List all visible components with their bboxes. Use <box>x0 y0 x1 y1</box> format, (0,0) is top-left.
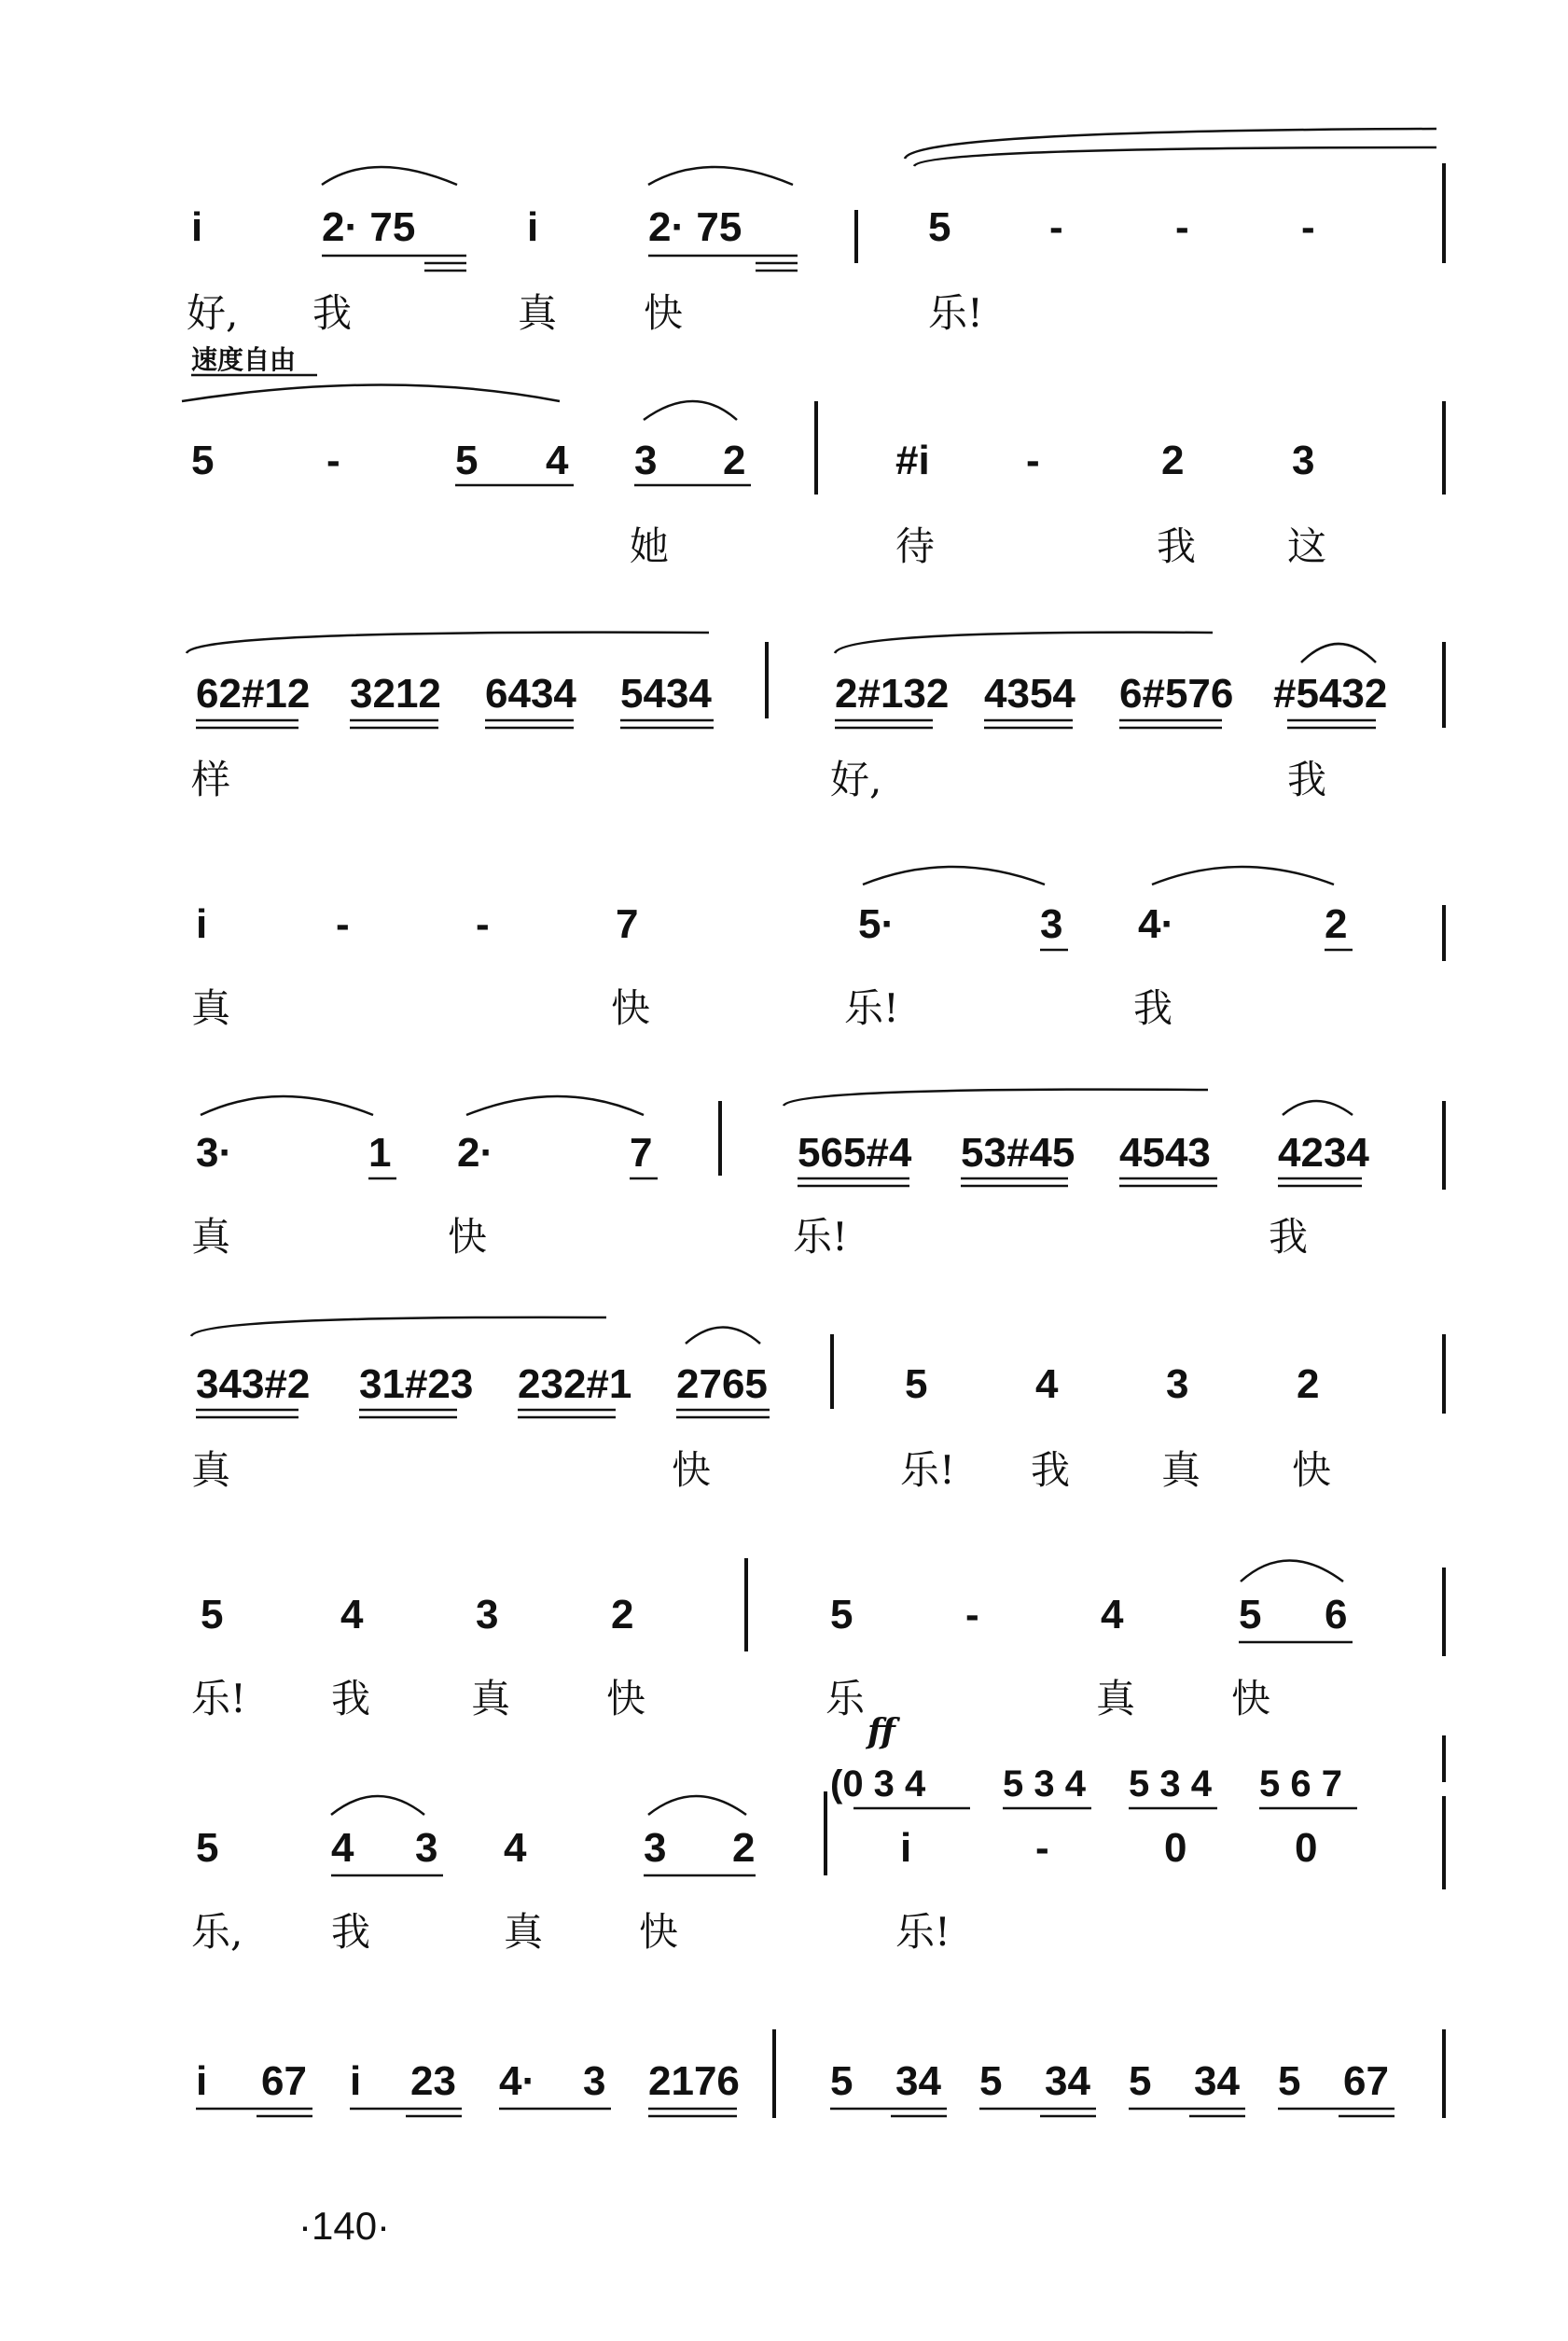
note: 4· <box>1138 901 1175 947</box>
accompaniment-note: (0 3 4 <box>830 1763 926 1805</box>
note: 4 <box>1035 1361 1059 1407</box>
lyric: 真 <box>191 1447 231 1493</box>
lyric: 我 <box>1269 1214 1309 1260</box>
note: 6434 <box>485 671 576 717</box>
lyric: 真 <box>1161 1447 1201 1493</box>
note: 2176 <box>648 2058 740 2104</box>
note: 5 <box>830 1592 853 1637</box>
note: - <box>336 901 350 947</box>
note: 2 <box>732 1825 756 1871</box>
note: - <box>476 901 490 947</box>
note: 232#1 <box>518 1361 632 1407</box>
note: 7 <box>616 901 639 947</box>
note: 3 <box>583 2058 606 2104</box>
slur <box>784 1090 1208 1106</box>
slur <box>187 633 709 653</box>
page-number: ·140· <box>298 2204 391 2248</box>
note: 62#12 <box>196 671 311 717</box>
slur <box>201 1096 373 1115</box>
slur <box>644 401 737 420</box>
lyric: 乐! <box>844 985 899 1031</box>
note: - <box>1049 204 1063 250</box>
note: i <box>900 1825 912 1871</box>
slur <box>686 1328 760 1345</box>
note: 3 <box>644 1825 667 1871</box>
lyric: 我 <box>312 290 353 336</box>
slur <box>182 385 560 402</box>
note: 3 <box>476 1592 499 1637</box>
note: 3 <box>1040 901 1063 947</box>
system-4 <box>191 867 1444 1031</box>
note: 23 <box>410 2058 456 2104</box>
slur <box>648 1796 746 1815</box>
lyric: 我 <box>1031 1447 1071 1493</box>
note: 2 <box>611 1592 634 1637</box>
lyric: 我 <box>331 1676 371 1721</box>
note: - <box>1035 1825 1049 1871</box>
note: 3 <box>1292 438 1315 483</box>
note: #5432 <box>1273 671 1388 717</box>
note: i <box>350 2058 362 2104</box>
lyric: 样 <box>191 757 231 802</box>
system-3 <box>187 633 1444 802</box>
note: 2 <box>1161 438 1185 483</box>
note: 3 <box>1166 1361 1189 1407</box>
note: i <box>196 2058 208 2104</box>
lyric: 真 <box>1096 1676 1136 1721</box>
lyric: 我 <box>1287 757 1327 802</box>
lyric: 乐, <box>191 1909 243 1955</box>
note: 0 <box>1164 1825 1187 1871</box>
note: 6 <box>1325 1592 1348 1637</box>
accompaniment-note: 5 3 4 <box>1003 1763 1086 1805</box>
slur <box>1152 867 1334 885</box>
accompaniment-note: 5 3 4 <box>1129 1763 1212 1805</box>
lyric: 我 <box>331 1909 371 1955</box>
lyric: 这 <box>1287 523 1327 569</box>
lyric: 快 <box>672 1447 712 1493</box>
note: 5 <box>196 1825 219 1871</box>
note: i <box>527 204 539 250</box>
lyric: 快 <box>1292 1447 1332 1493</box>
note: 1 <box>368 1130 392 1176</box>
note: 53#45 <box>961 1130 1075 1176</box>
lyric: 真 <box>191 1214 231 1260</box>
note: 2765 <box>676 1361 768 1407</box>
lyric: 乐! <box>191 1676 246 1721</box>
note: 2#132 <box>835 671 950 717</box>
lyric: 真 <box>191 985 231 1031</box>
note: 5· <box>858 901 895 947</box>
slur <box>648 167 793 185</box>
slur <box>1283 1101 1353 1115</box>
note: 2 <box>723 438 746 483</box>
note: 4354 <box>984 671 1075 717</box>
note: i <box>191 204 203 250</box>
note: - <box>965 1592 979 1637</box>
note: 34 <box>895 2058 941 2104</box>
slur <box>914 147 1436 166</box>
note: 2· 75 <box>648 204 742 250</box>
note: 5 <box>1129 2058 1152 2104</box>
slur <box>1241 1561 1343 1582</box>
note: - <box>1175 204 1189 250</box>
note: 4 <box>340 1592 364 1637</box>
lyric: 快 <box>448 1214 488 1260</box>
note: 4 <box>1101 1592 1124 1637</box>
note: 5 <box>201 1592 224 1637</box>
system-6 <box>191 1317 1444 1493</box>
lyric: 乐 <box>826 1676 866 1721</box>
lyric: 真 <box>504 1909 544 1955</box>
tempo-marking: 速度自由 <box>191 344 297 375</box>
slur <box>835 633 1213 653</box>
note: 5 <box>905 1361 928 1407</box>
note: 5 <box>1239 1592 1262 1637</box>
system-9 <box>196 2029 1444 2118</box>
slur <box>322 167 457 185</box>
system-8 <box>191 1712 1444 1955</box>
note: 7 <box>630 1130 653 1176</box>
lyric: 乐! <box>895 1909 951 1955</box>
note: 4· <box>499 2058 536 2104</box>
note: 2 <box>1325 901 1348 947</box>
note: 4234 <box>1278 1130 1369 1176</box>
note: 3212 <box>350 671 441 717</box>
system-7 <box>191 1558 1444 1721</box>
note: #i <box>895 438 930 483</box>
lyric: 乐! <box>793 1214 848 1260</box>
note: - <box>1026 438 1040 483</box>
note: i <box>196 901 208 947</box>
slur <box>905 129 1436 159</box>
note: 2· <box>457 1130 494 1176</box>
note: 3 <box>634 438 658 483</box>
note: 4 <box>331 1825 354 1871</box>
note: 5 <box>1278 2058 1301 2104</box>
note: 34 <box>1194 2058 1240 2104</box>
lyric: 快 <box>1231 1676 1271 1721</box>
accompaniment-note: 5 6 7 <box>1259 1763 1342 1805</box>
note: 565#4 <box>798 1130 912 1176</box>
system-5 <box>191 1090 1444 1260</box>
note: - <box>1301 204 1315 250</box>
note: 343#2 <box>196 1361 311 1407</box>
note: 5 <box>928 204 951 250</box>
dynamic-marking: ff <box>867 1712 895 1751</box>
lyric: 真 <box>518 290 558 336</box>
note: 34 <box>1045 2058 1090 2104</box>
note: 5 <box>979 2058 1003 2104</box>
note: 2 <box>1297 1361 1320 1407</box>
lyric: 快 <box>611 985 651 1031</box>
note: 5 <box>191 438 215 483</box>
lyric: 快 <box>644 290 684 336</box>
system-2 <box>182 385 1444 570</box>
slur <box>466 1096 644 1115</box>
note: 0 <box>1295 1825 1318 1871</box>
note: - <box>326 438 340 483</box>
lyric: 快 <box>639 1909 679 1955</box>
lyric: 我 <box>1133 985 1173 1031</box>
lyric: 乐! <box>928 290 983 336</box>
lyric: 快 <box>606 1676 646 1721</box>
note: 4543 <box>1119 1130 1211 1176</box>
note: 5434 <box>620 671 712 717</box>
note: 2· 75 <box>322 204 416 250</box>
note: 5 <box>455 438 479 483</box>
slur <box>331 1796 424 1815</box>
note: 4 <box>504 1825 527 1871</box>
system-1 <box>187 129 1444 336</box>
slur <box>863 867 1045 885</box>
note: 3· <box>196 1130 233 1176</box>
lyric: 好, <box>187 290 239 336</box>
note: 6#576 <box>1119 671 1234 717</box>
lyric: 好, <box>830 757 882 802</box>
note: 3 <box>415 1825 438 1871</box>
slur <box>191 1317 606 1336</box>
note: 67 <box>261 2058 307 2104</box>
lyric: 她 <box>630 523 670 569</box>
lyric: 真 <box>471 1676 511 1721</box>
lyric: 乐! <box>900 1447 955 1493</box>
note: 4 <box>546 438 569 483</box>
lyric: 待 <box>895 523 936 569</box>
note: 5 <box>830 2058 853 2104</box>
note: 67 <box>1343 2058 1389 2104</box>
slur <box>1301 644 1376 662</box>
note: 31#23 <box>359 1361 474 1407</box>
lyric: 我 <box>1157 523 1197 569</box>
